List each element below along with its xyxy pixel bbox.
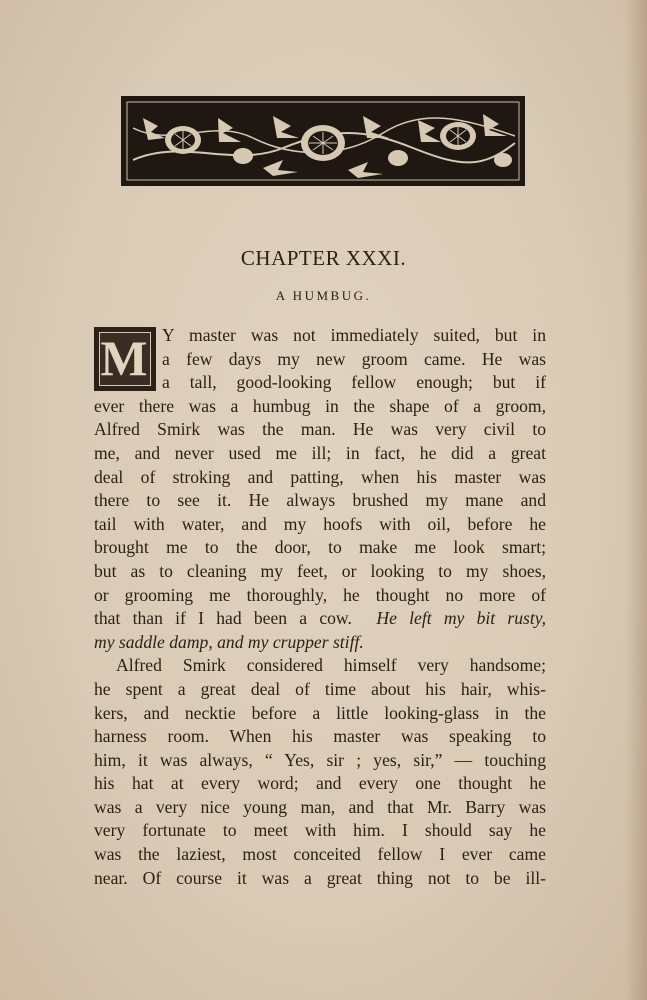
body-text (94, 324, 546, 890)
text-line: he spent a great deal of time about his hair, whis- (94, 678, 546, 699)
text-line: very fortunate to meet with him. I should say he (94, 820, 546, 841)
italic-text: my saddle damp, and my crupper stiff. (94, 631, 364, 652)
italic-text: He left my bit rusty, (376, 608, 546, 629)
text-line: me, and never used me ill; in fact, he did a great (94, 442, 546, 463)
text-line: a few days my new groom came. He was (162, 348, 546, 369)
text-line: him, it was always, “ Yes, sir ; yes, sir,” — touching (94, 749, 546, 770)
chapter-title: CHAPTER XXXI. (240, 246, 407, 270)
text-line: there to see it. He always brushed my mane and (94, 490, 546, 511)
text-line (94, 607, 546, 631)
thistle-ornament-icon (123, 98, 523, 184)
thistle-ornament-headpiece (121, 96, 525, 186)
text-line: Alfred Smirk considered himself very handsome; (116, 655, 546, 676)
text-segment: that than if I had been a cow. (94, 608, 352, 629)
text-line: Y master was not immediately suited, but in (162, 325, 546, 345)
text-line: deal of stroking and patting, when his master was (94, 466, 546, 487)
text-line: was a very nice young man, and that Mr. Barry was (94, 796, 546, 817)
text-line (94, 631, 546, 655)
drop-cap-letter: M (100, 330, 148, 386)
text-line: a tall, good-looking fellow enough; but if (162, 372, 546, 393)
text-line: kers, and necktie before a little looking-glass in the (94, 702, 546, 723)
text-line: tail with water, and my hoofs with oil, before he (94, 513, 546, 534)
text-line: but as to cleaning my feet, or looking to my shoes, (94, 560, 546, 581)
text-line: brought me to the door, to make me look smart; (94, 537, 546, 558)
text-line: or grooming me thoroughly, he thought no more of (94, 584, 546, 605)
text-line: was the laziest, most conceited fellow I ever came (94, 844, 546, 865)
text-line: his hat at every word; and every one thought he (94, 773, 546, 794)
text-line: ever there was a humbug in the shape of a groom, (94, 395, 546, 416)
chapter-subtitle: A HUMBUG. (275, 288, 372, 303)
text-line: Alfred Smirk was the man. He was very civil to (94, 419, 546, 440)
text-line: harness room. When his master was speaking to (94, 726, 546, 747)
text-line: near. Of course it was a great thing not to be ill- (94, 867, 546, 888)
